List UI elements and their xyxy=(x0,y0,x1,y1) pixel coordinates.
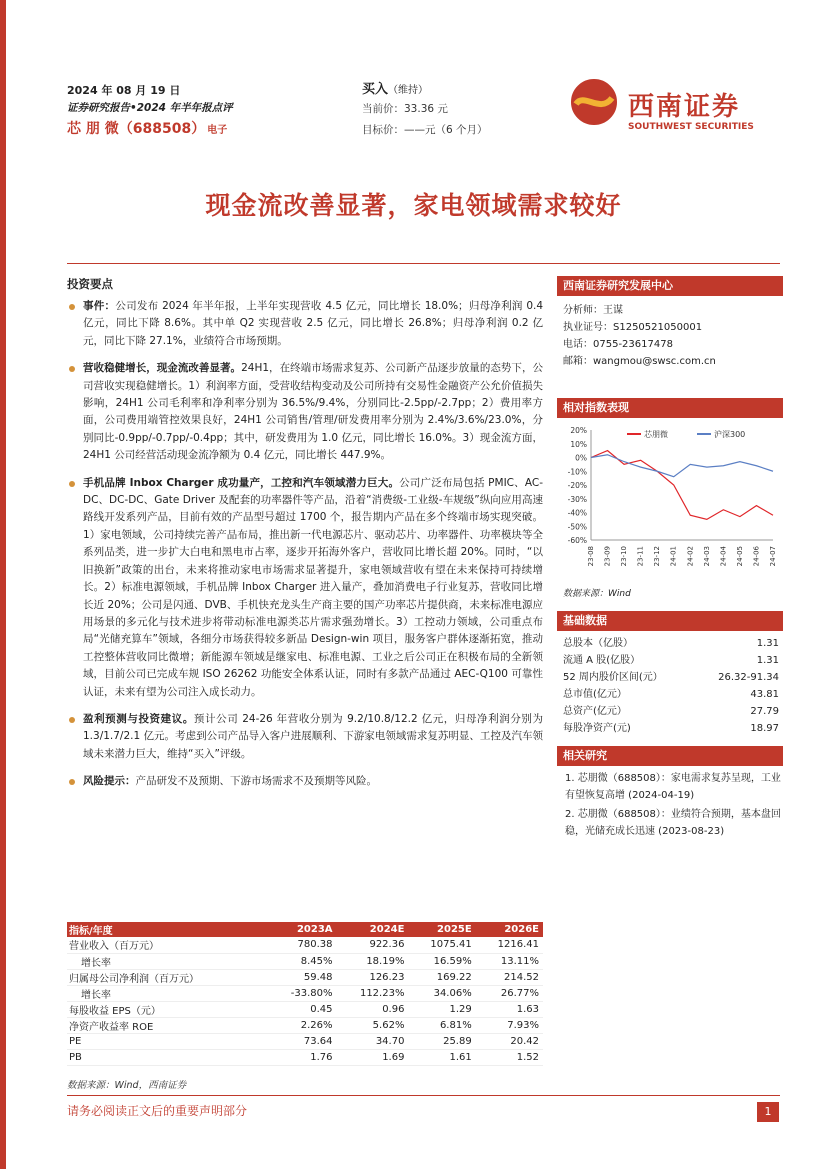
basic-data-label: 流通 A 股(亿股） xyxy=(563,655,641,666)
table-cell: 780.38 xyxy=(269,937,337,953)
bullet-paragraph xyxy=(67,711,543,763)
bullet-paragraph xyxy=(67,475,543,701)
table-cell: 6.81% xyxy=(408,1017,475,1033)
index-chart-panel xyxy=(557,398,783,603)
x-tick-label: 24-04 xyxy=(719,546,728,567)
analyst-name: 分析师：王谋 xyxy=(563,305,623,316)
row-label: 增长率 xyxy=(67,985,269,1001)
table-cell: 25.89 xyxy=(408,1033,475,1049)
y-tick-label: 0% xyxy=(575,453,587,463)
table-cell: 1.63 xyxy=(476,1001,543,1017)
table-cell: 1.76 xyxy=(269,1049,337,1065)
chart-source: 数据来源：Wind xyxy=(563,589,631,599)
related-item[interactable]: 1. 芯朋微（688508）：家电需求复苏呈现，工业有望恢复高增 (2024-04-19) xyxy=(565,773,781,801)
report-date: 2024 年 08 月 19 日 xyxy=(67,84,181,97)
company-name xyxy=(67,118,227,138)
table-cell: 13.11% xyxy=(476,953,543,969)
rating-note: （维持） xyxy=(388,85,429,96)
basic-data-header: 基础数据 xyxy=(557,611,783,631)
basic-data-label: 总资产(亿元） xyxy=(563,706,627,717)
table-row xyxy=(67,1017,543,1033)
analyst-phone: 电话：0755-23617478 xyxy=(563,339,673,350)
y-tick-label: -60% xyxy=(567,536,587,545)
column-header: 2023A xyxy=(269,922,337,937)
table-row xyxy=(67,985,543,1001)
bullet-paragraph xyxy=(67,773,543,790)
y-tick-label: -40% xyxy=(567,508,587,518)
basic-data-value: 26.32-91.34 xyxy=(718,672,779,683)
paragraph-text: 24H1，在终端市场需求复苏、公司新产品逐步放量的态势下，公司营收实现稳健增长。1）利润率方面，受营收结构变动及公司所持有交易性金融资产公允价值损失影响，24H1 公司毛利率和净利率分别为 36.5%/9.4%，分别同比-2.5pp/-2.7pp；2）费用率方面，公司费用端管控效果良好，24H1 公司销售/管理/研发费用率分别为 2.4%/3.6%/23.0%，分别同比-0.9pp/-0.7pp/-0.4pp；其中，研发费用为 1.0 亿元，同比增长 16.0%。3）现金流方面，24H1 公司经营活动现金流净额为 0.4 亿元，同比增长 447.9%。 xyxy=(83,362,544,462)
target-price: 目标价：——元（6 个月） xyxy=(362,124,488,136)
company-code: 芯 朋 微（688508） xyxy=(67,121,206,137)
sector: 电子 xyxy=(207,125,228,136)
analyst-license: 执业证号：S1250521050001 xyxy=(563,322,703,333)
basic-data-label: 总股本（亿股） xyxy=(563,638,633,649)
column-header: 2026E xyxy=(476,922,543,937)
paragraph-text: 产品研发不及预期、下游市场需求不及预期等风险。 xyxy=(135,775,377,788)
row-label: 营业收入（百万元） xyxy=(67,937,269,953)
investment-points xyxy=(67,298,543,801)
title-divider xyxy=(67,263,780,264)
table-cell: 20.42 xyxy=(476,1033,543,1049)
index-chart-header: 相对指数表现 xyxy=(557,398,783,418)
paragraph-lead: 手机品牌 Inbox Charger 成功量产，工控和汽车领域潜力巨大。 xyxy=(83,476,400,489)
basic-data-label: 总市值(亿元） xyxy=(563,689,627,700)
analyst-header: 西南证券研究发展中心 xyxy=(557,276,783,296)
table-cell: 1.29 xyxy=(408,1001,475,1017)
y-tick-label: -10% xyxy=(567,467,587,477)
logo-text: 西南证券 xyxy=(628,92,741,122)
rating-value: 买入 xyxy=(362,82,389,97)
bullet-paragraph xyxy=(67,360,543,464)
x-tick-label: 24-02 xyxy=(686,546,695,567)
logo-english: SOUTHWEST SECURITIES xyxy=(628,122,754,132)
table-cell: 34.70 xyxy=(337,1033,409,1049)
table-cell: 8.45% xyxy=(269,953,337,969)
rating xyxy=(362,78,428,97)
basic-data-row xyxy=(557,669,783,686)
table-cell: 922.36 xyxy=(337,937,409,953)
related-research-panel xyxy=(557,746,783,842)
basic-data-row xyxy=(557,720,783,737)
table-cell: 0.45 xyxy=(269,1001,337,1017)
y-tick-label: -20% xyxy=(567,481,587,490)
table-cell: 34.06% xyxy=(408,985,475,1001)
table-cell: 214.52 xyxy=(476,969,543,985)
x-tick-label: 23-09 xyxy=(603,546,612,567)
table-row xyxy=(67,1001,543,1017)
row-label: 增长率 xyxy=(67,953,269,969)
report-type: 证券研究报告•2024 年半年报点评 xyxy=(67,102,233,114)
basic-data-rows xyxy=(557,635,783,737)
table-row xyxy=(67,953,543,969)
row-label: PB xyxy=(67,1049,269,1065)
table-row xyxy=(67,937,543,953)
table-row xyxy=(67,1033,543,1049)
basic-data-row xyxy=(557,703,783,720)
table-cell: 16.59% xyxy=(408,953,475,969)
table-cell: 18.19% xyxy=(337,953,409,969)
basic-data-value: 43.81 xyxy=(750,689,779,700)
table-cell: 5.62% xyxy=(337,1017,409,1033)
related-item[interactable]: 2. 芯朋微（688508）：业绩符合预期，基本盘回稳，光储充成长迅速 (2023-08-23) xyxy=(565,809,781,837)
x-tick-label: 24-03 xyxy=(702,546,711,567)
x-tick-label: 23-11 xyxy=(636,546,645,567)
table-cell: 169.22 xyxy=(408,969,475,985)
paragraph-lead: 营收稳健增长，现金流改善显著。 xyxy=(83,362,242,375)
related-header: 相关研究 xyxy=(557,746,783,766)
page-number: 1 xyxy=(757,1102,779,1122)
table-cell: 26.77% xyxy=(476,985,543,1001)
left-accent-bar xyxy=(0,0,6,1169)
basic-data-value: 18.97 xyxy=(750,723,779,734)
series-line-company xyxy=(591,451,773,520)
relative-index-chart xyxy=(557,422,783,582)
table-cell: 1.61 xyxy=(408,1049,475,1065)
table-cell: 0.96 xyxy=(337,1001,409,1017)
paragraph-lead: 事件： xyxy=(83,300,116,312)
table-cell: 2.26% xyxy=(269,1017,337,1033)
basic-data-row xyxy=(557,635,783,652)
legend-label: 沪深300 xyxy=(714,430,746,439)
basic-data-panel xyxy=(557,611,783,737)
basic-data-label: 52 周内股价区间(元） xyxy=(563,672,663,683)
related-list xyxy=(557,770,783,840)
column-header: 指标/年度 xyxy=(67,922,269,937)
table-cell: 1.69 xyxy=(337,1049,409,1065)
company-logo-icon xyxy=(570,78,618,126)
table-cell: 59.48 xyxy=(269,969,337,985)
section-label: 投资要点 xyxy=(67,277,113,291)
column-header: 2025E xyxy=(408,922,475,937)
column-header: 2024E xyxy=(337,922,409,937)
financial-forecast-table xyxy=(67,922,543,1066)
y-tick-label: -30% xyxy=(567,494,587,504)
table-row xyxy=(67,1049,543,1065)
table-source: 数据来源：Wind，西南证券 xyxy=(67,1080,187,1091)
analyst-email[interactable]: 邮箱：wangmou@swsc.com.cn xyxy=(563,356,716,367)
basic-data-row xyxy=(557,686,783,703)
table-cell: 112.23% xyxy=(337,985,409,1001)
basic-data-row xyxy=(557,652,783,669)
current-price: 当前价：33.36 元 xyxy=(362,103,448,115)
basic-data-value: 1.31 xyxy=(756,655,779,666)
x-tick-label: 24-07 xyxy=(769,546,777,567)
y-tick-label: -50% xyxy=(567,522,587,532)
series-line-index xyxy=(591,455,773,477)
table-cell: 1.52 xyxy=(476,1049,543,1065)
x-tick-label: 23-10 xyxy=(620,546,629,567)
table-cell: 126.23 xyxy=(337,969,409,985)
paragraph-lead: 盈利预测与投资建议。 xyxy=(83,712,194,725)
x-tick-label: 24-06 xyxy=(752,546,761,567)
table-cell: 1075.41 xyxy=(408,937,475,953)
row-label: PE xyxy=(67,1033,269,1049)
table-row xyxy=(67,969,543,985)
x-tick-label: 24-05 xyxy=(735,546,744,567)
legend-label: 芯朋微 xyxy=(644,430,668,439)
paragraph-lead: 风险提示： xyxy=(83,775,136,788)
table-header-row xyxy=(67,922,543,937)
analyst-panel xyxy=(557,276,783,370)
row-label: 净资产收益率 ROE xyxy=(67,1017,269,1033)
row-label: 归属母公司净利润（百万元） xyxy=(67,969,269,985)
x-tick-label: 23-12 xyxy=(653,546,662,567)
basic-data-value: 27.79 xyxy=(750,706,779,717)
paragraph-text: 公司广泛布局包括 PMIC、AC-DC、DC-DC、Gate Driver 及配套的功率器件等产品，沿着“消费级-工业级-车规级”纵向应用高速路线开发系列产品，目前有效的产品型号超过 1700 个，报告期内产品在多个终端市场实现突破。1）家电领域，公司持续完善产品布局，推出新一代电源芯片、驱动芯片、功率器件、功率模块等全系列品类，进一步扩大白电和黑电市占率，逐步开拓海外客户，营收同比增长超 20%。同时，“以旧换新”政策的出台，未来将推动家电市场需求显著提升，家电领域营收有望在未来保持可持续增长。2）标准电源领域，手机品牌 Inbox Charger 进入量产，叠加消费电子行业复苏，营收同比增长近 20%；公司是闪通、DVB、手机快充龙头生产商主要的国产功率芯片提供商，未来标准电源应用场景的多元化与技术进步将带动标准电源类芯片需求强劲增长。3）工控动力领域，公司重点布局“光储充算车”领域，各细分市场获得较多新品 Design-win 项目，服务客户群体逐渐拓宽，推动工控整体营收同比微增；新能源车领域是继家电、标准电源、工业之后公司正在积极布局的全新领域，目前公司已完成车规 ISO 26262 功能安全体系认证，同时有多款产品通过 AEC-Q100 可靠性认证，未来有望为公司注入成长动力。 xyxy=(83,476,543,698)
table-cell: 73.64 xyxy=(269,1033,337,1049)
paragraph-text: 预计公司 24-26 年营收分别为 9.2/10.8/12.2 亿元，归母净利润分别为 1.3/1.7/2.1 亿元。考虑到公司产品导入客户进展顺利、下游家电领域需求复苏明显、工控及汽车领域未来潜力巨大，维持“买入”评级。 xyxy=(83,712,543,760)
paragraph-text: 公司发布 2024 年半年报，上半年实现营收 4.5 亿元，同比增长 18.0%；归母净利润 0.4 亿元，同比下降 8.6%。其中单 Q2 实现营收 2.5 亿元，同比增长 26.8%；归母净利润 0.2 亿元，同比下降 27.1%，业绩符合市场预期。 xyxy=(83,300,544,347)
basic-data-value: 1.31 xyxy=(756,638,779,649)
table-cell: -33.80% xyxy=(269,985,337,1001)
basic-data-label: 每股净资产(元) xyxy=(563,723,631,734)
x-tick-label: 23-08 xyxy=(587,546,595,567)
page-title: 现金流改善显著，家电领域需求较好 xyxy=(205,191,622,220)
bullet-paragraph xyxy=(67,298,543,350)
row-label: 每股收益 EPS（元） xyxy=(67,1001,269,1017)
x-tick-label: 24-01 xyxy=(669,546,678,567)
y-tick-label: 10% xyxy=(570,439,587,449)
table-cell: 1216.41 xyxy=(476,937,543,953)
table-cell: 7.93% xyxy=(476,1017,543,1033)
y-tick-label: 20% xyxy=(570,426,587,435)
disclaimer: 请务必阅读正文后的重要声明部分 xyxy=(67,1104,248,1118)
footer-divider xyxy=(67,1095,780,1096)
